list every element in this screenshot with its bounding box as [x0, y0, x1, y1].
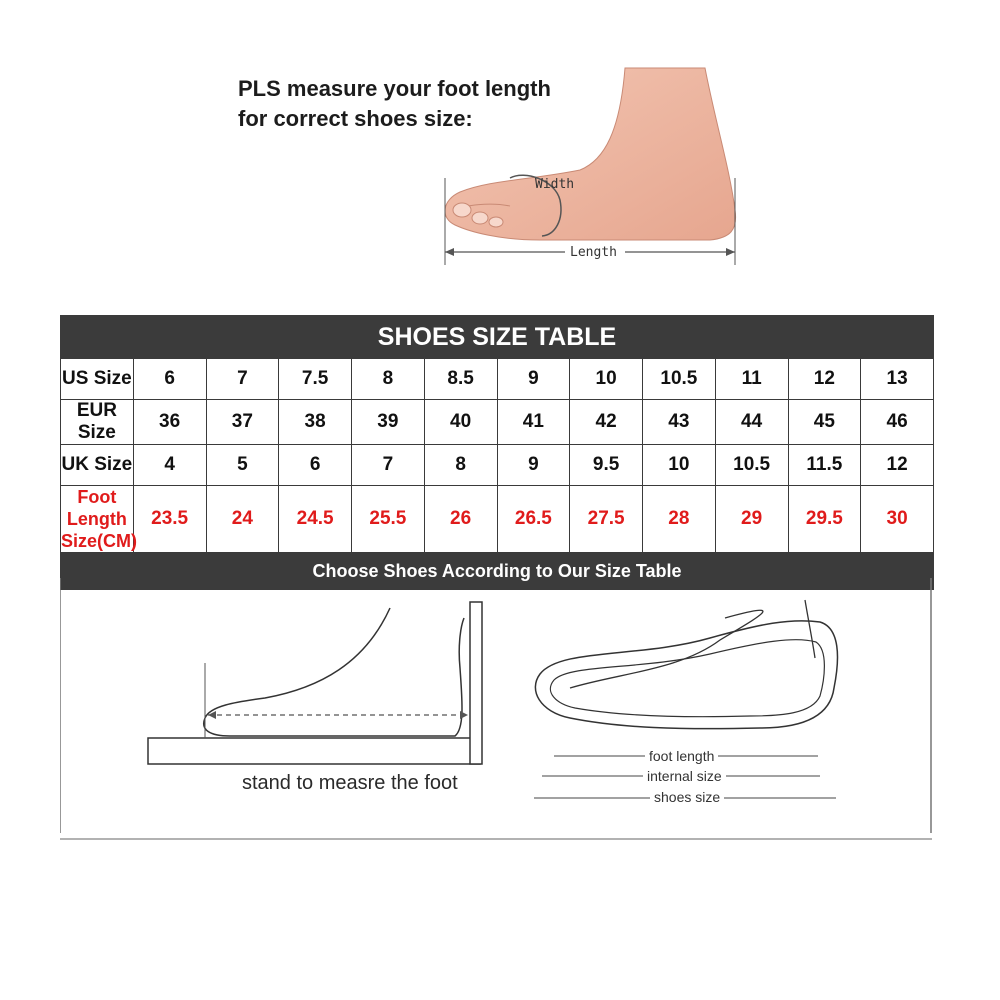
table-cell: 43: [643, 400, 716, 445]
shoes-size-table: [60, 315, 934, 590]
table-cell: 25.5: [352, 486, 425, 553]
table-cell: 42: [570, 400, 643, 445]
table-cell: 12: [861, 445, 934, 486]
measure-diagrams: [60, 578, 932, 840]
table-cell: 23.5: [133, 486, 206, 553]
table-title: SHOES SIZE TABLE: [61, 316, 934, 359]
table-cell: 7: [352, 445, 425, 486]
table-cell: 39: [352, 400, 425, 445]
row-label: UK Size: [61, 445, 134, 486]
table-cell: 29.5: [788, 486, 861, 553]
shoes-size-label: shoes size: [650, 789, 724, 805]
table-cell: 7: [206, 359, 279, 400]
table-cell: 9: [497, 445, 570, 486]
instruction-line-1: PLS measure your foot length: [238, 76, 551, 101]
width-label: Width: [535, 177, 575, 192]
table-cell: 10.5: [715, 445, 788, 486]
standing-foot-diagram: [148, 602, 482, 764]
table-cell: 26: [424, 486, 497, 553]
table-cell: 26.5: [497, 486, 570, 553]
table-cell: 30: [861, 486, 934, 553]
table-cell: 7.5: [279, 359, 352, 400]
table-cell: 44: [715, 400, 788, 445]
table-cell: 4: [133, 445, 206, 486]
foot-shape: [445, 68, 736, 240]
foot-measure-illustration: [430, 60, 750, 280]
table-cell: 6: [133, 359, 206, 400]
table-cell: 24: [206, 486, 279, 553]
table-cell: 8: [352, 359, 425, 400]
table-cell: 8.5: [424, 359, 497, 400]
table-cell: 6: [279, 445, 352, 486]
table-cell: 10: [643, 445, 716, 486]
table-cell: 27.5: [570, 486, 643, 553]
stand-caption: stand to measre the foot: [242, 772, 458, 794]
length-label: Length: [570, 245, 617, 260]
table-cell: 46: [861, 400, 934, 445]
table-cell: 29: [715, 486, 788, 553]
instruction-line-2: for correct shoes size:: [238, 106, 473, 131]
table-cell: 45: [788, 400, 861, 445]
table-cell: 13: [861, 359, 934, 400]
table-cell: 9.5: [570, 445, 643, 486]
table-cell: 40: [424, 400, 497, 445]
foot-length-label: foot length: [645, 748, 718, 764]
table-cell: 11: [715, 359, 788, 400]
table-row-uk: [61, 445, 934, 486]
table-cell: 5: [206, 445, 279, 486]
table-cell: 9: [497, 359, 570, 400]
table-cell: 10: [570, 359, 643, 400]
table-cell: 24.5: [279, 486, 352, 553]
table-cell: 41: [497, 400, 570, 445]
row-label: EUR Size: [61, 400, 134, 445]
row-label: US Size: [61, 359, 134, 400]
table-cell: 28: [643, 486, 716, 553]
table-cell: 8: [424, 445, 497, 486]
table-cell: 12: [788, 359, 861, 400]
row-label: [61, 486, 137, 553]
table-cell: 37: [206, 400, 279, 445]
table-row-eur: [61, 400, 934, 445]
row-label-line-1: Foot Length: [66, 487, 127, 529]
table-row-foot-length: [61, 486, 934, 553]
table-footer-note: Choose Shoes According to Our Size Table: [61, 553, 934, 590]
table-cell: 11.5: [788, 445, 861, 486]
internal-size-label: internal size: [643, 768, 726, 784]
row-label-line-2: Size(CM): [61, 531, 137, 551]
table-cell: 10.5: [643, 359, 716, 400]
table-cell: 36: [133, 400, 206, 445]
table-cell: 38: [279, 400, 352, 445]
table-row-us: [61, 359, 934, 400]
